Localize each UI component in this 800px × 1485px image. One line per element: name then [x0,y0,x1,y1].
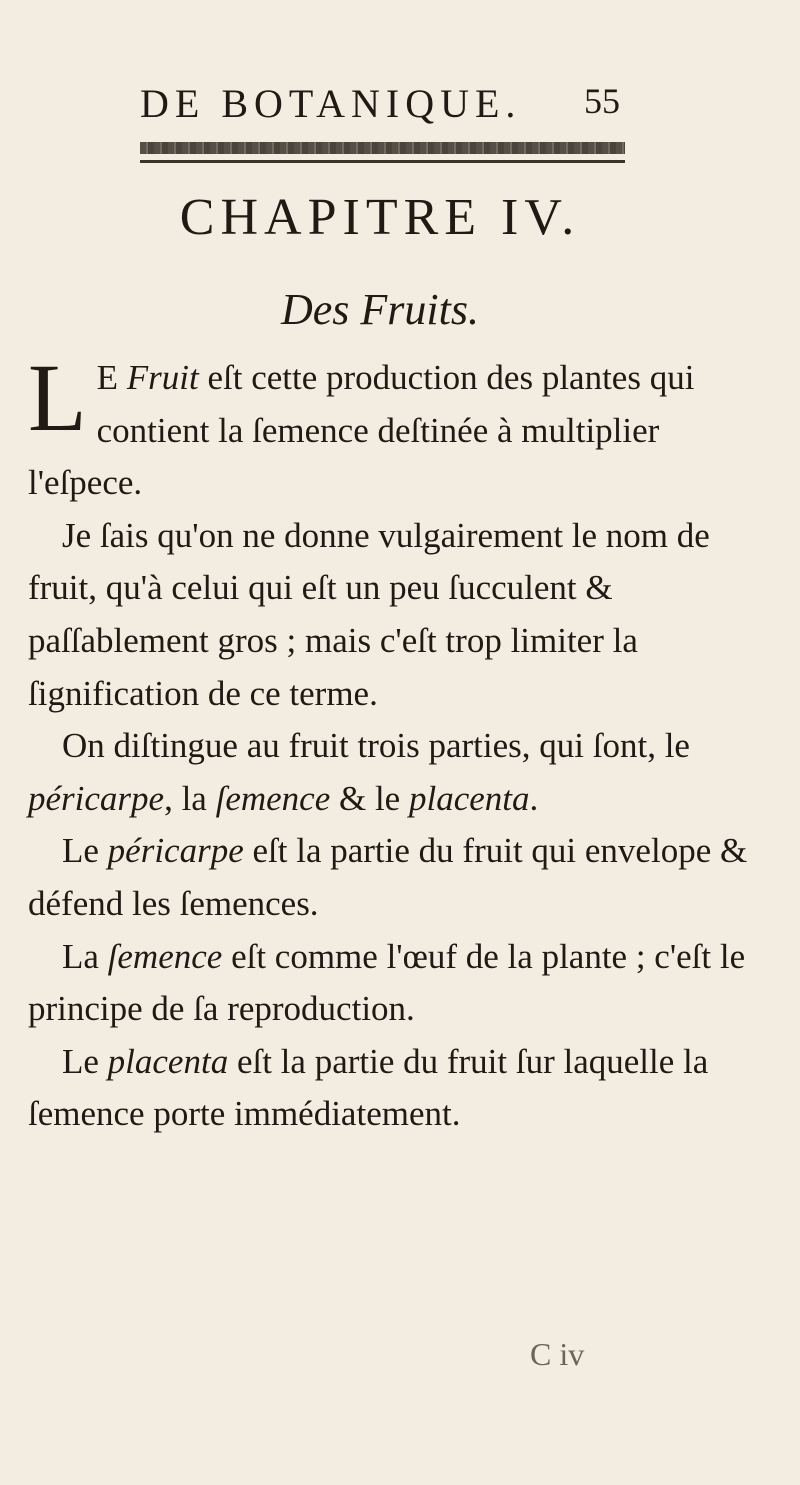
italic-term: ſemence [107,936,223,976]
text-run: Le [62,1041,108,1081]
running-head [140,80,620,128]
paragraph-2 [28,510,773,720]
text-run: eſt la partie du fruit qui envelope & défend les ſemences. [28,831,748,923]
divider-rule [140,160,625,163]
paragraph-6 [28,1036,773,1141]
paragraph-1 [28,344,773,510]
text-run: Je ſais qu'on ne donne vulgairement le nom de fruit, qu'à celui qui eſt un peu ſucculent & paſſablement gros ; mais c'eſt trop limiter la ſignification de ce terme. [28,515,710,713]
paragraph-3 [28,720,773,825]
text-run: , la [164,778,216,818]
text-run: eſt cette production des plantes qui contient la ſemence deſtinée à multiplier l'eſpece. [28,358,695,503]
chapter-heading: CHAPITRE IV. [179,189,581,246]
running-title: DE BOTANIQUE. [140,81,522,126]
italic-term: placenta [107,1041,229,1081]
section-title: Des Fruits. [281,285,479,334]
signature-mark: C iv [530,1336,585,1372]
text-run: Le [62,831,108,871]
italic-term: placenta [408,778,530,818]
drop-capital: L [28,344,87,451]
text-run: eſt comme l'œuf de la plante ; c'eſt le principe de ſa reproduction. [28,936,746,1029]
italic-term: péricarpe [28,778,165,818]
text-run: eſt la partie du fruit ſur laquelle la ſemence porte immédiatement. [28,1041,709,1134]
text-run: & le [330,778,409,818]
text-run: La [62,936,108,976]
paragraph-5 [28,931,773,1036]
italic-term: ſemence [215,778,331,818]
italic-term: Fruit [126,358,199,397]
ornamental-rule [140,142,625,154]
page-number: 55 [584,81,620,121]
text-run: On diſtingue au fruit trois parties, qui ſont, le [62,726,690,766]
text-run: . [529,778,539,818]
text-run: E [96,358,127,397]
body-text [28,344,773,1141]
paragraph-4 [28,825,773,930]
italic-term: péricarpe [107,831,244,871]
